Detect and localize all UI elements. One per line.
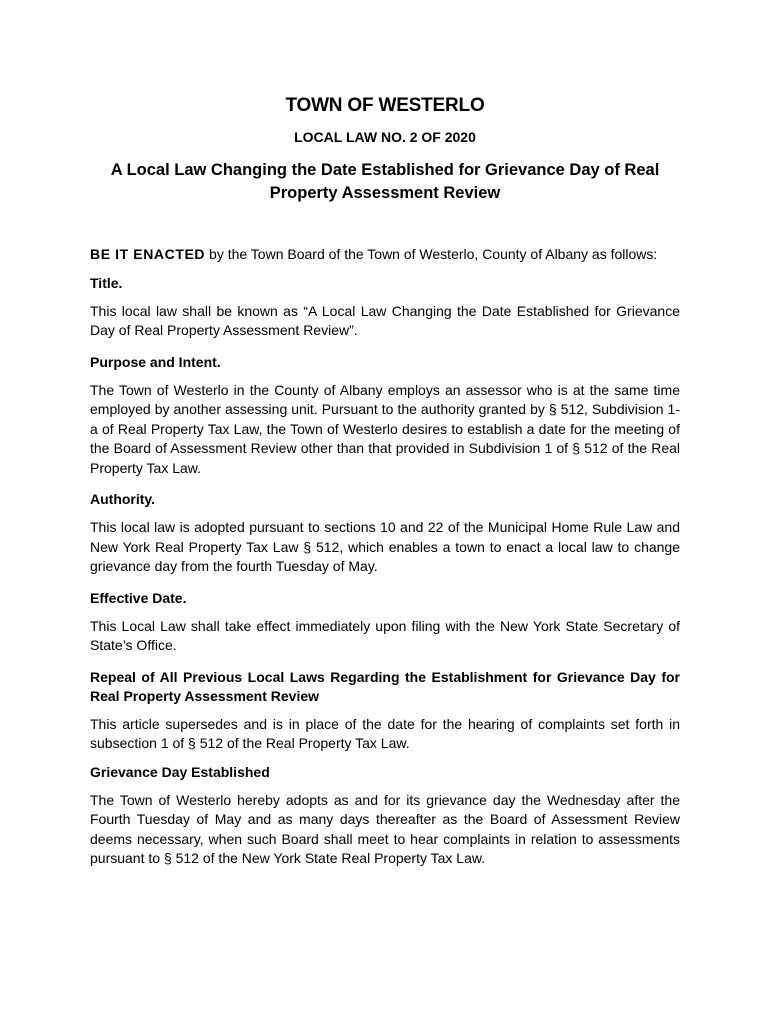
section-body-title: This local law shall be known as “A Local Law Changing the Date Established for Grievance Day of Real Property Assessment Review”. xyxy=(90,302,680,338)
section-body-repeal: This article supersedes and is in place of the date for the hearing of complaints set forth in subsection 1 of § 512 of the Real Property Tax Law. xyxy=(90,715,680,751)
section-heading-effective-date: Effective Date. xyxy=(90,589,187,606)
section-heading-authority: Authority. xyxy=(90,491,156,507)
section-heading-title: Title. xyxy=(90,274,123,291)
law-number: LOCAL LAW NO. 2 OF 2020 xyxy=(294,129,476,145)
enacted-lead: BE IT ENACTED xyxy=(90,246,206,262)
section-heading-repeal: Repeal of All Previous Local Laws Regarding the Establishment for Grievance Day for Real Property Assessment Review xyxy=(90,668,680,704)
law-title: A Local Law Changing the Date Established for Grievance Day of Real Property Assessment Review xyxy=(110,161,660,202)
section-body-grievance-day: The Town of Westerlo hereby adopts as and for its grievance day the Wednesday after the Fourth Tuesday of May and as many days thereafter as the Board of Assessment Review deems necessary, when such Board shall meet to hear complaints in relation to assessments pursuant to § 512 of the New York State Real Property Tax Law. xyxy=(90,791,680,866)
enacted-rest: by the Town Board of the Town of Westerlo, County of Albany as follows: xyxy=(205,246,658,262)
section-heading-grievance-day: Grievance Day Established xyxy=(90,763,270,780)
section-body-purpose: The Town of Westerlo in the County of Albany employs an assessor who is at the same time employed by another assessing unit. Pursuant to the authority granted by § 512, Subdivision 1-a of Real Property Tax Law, the Town of Westerlo desires to establish a date for the meeting of the Board of Assessment Review other than that provided in Subdivision 1 of § 512 of the Real Property Tax Law. xyxy=(90,381,680,476)
section-body-authority: This local law is adopted pursuant to sections 10 and 22 of the Municipal Home Rule Law and New York Real Property Tax Law § 512, which enables a town to enact a local law to change grievance day from the fourth Tuesday of May. xyxy=(90,519,680,574)
town-title: TOWN OF WESTERLO xyxy=(285,95,485,116)
section-body-effective-date: This Local Law shall take effect immediately upon filing with the New York State Secretary of State’s Office. xyxy=(90,617,680,653)
enactment-clause xyxy=(90,245,680,265)
section-heading-purpose: Purpose and Intent. xyxy=(90,353,221,370)
document-content xyxy=(90,94,680,869)
